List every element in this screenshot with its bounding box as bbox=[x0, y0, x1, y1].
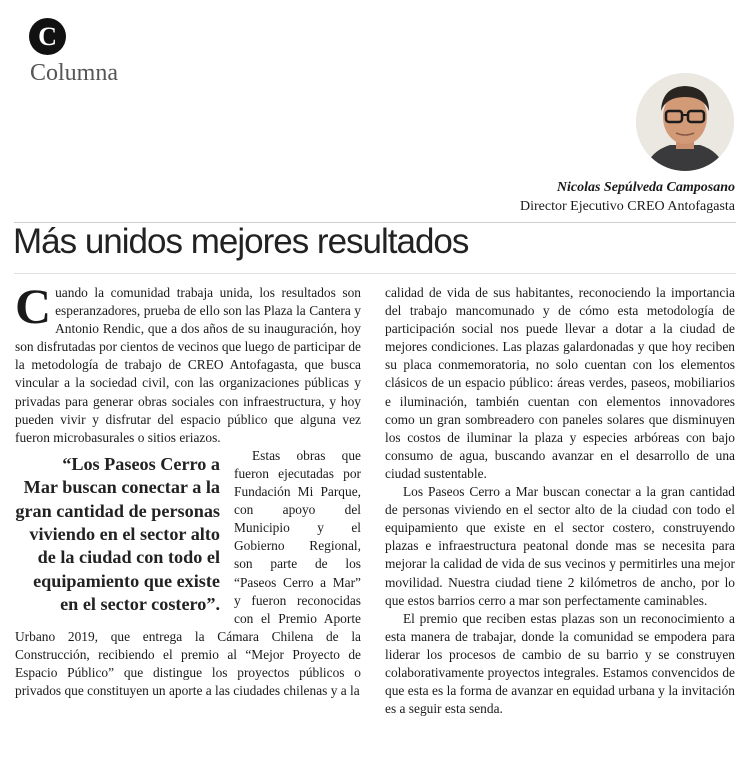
article-paragraph: Los Paseos Cerro a Mar buscan conectar a la gran cantidad de personas viviendo en el sector alto de la ciudad con todo el equipamiento que existe en el sector costero, construyendo plazas e infraestructura peatonal donde mas se necesita para mejorar la calidad de vida de sus vecinos y permitirles una mejor movilidad. Nuestra ciudad tiene 2 kilómetros de ancho, por lo que estos barrios cerro a mar son perfectamente caminables. bbox=[385, 484, 735, 608]
author-byline bbox=[520, 178, 735, 216]
headline: Más unidos mejores resultados bbox=[13, 222, 469, 261]
article-column-left bbox=[15, 278, 361, 700]
author-photo bbox=[636, 73, 734, 171]
article-paragraph: calidad de vida de sus habitantes, reconociendo la importancia del trabajo mancomunado y de cómo esta metodología de participación social nos puede llevar a dotar a la ciudad de mejores condiciones. Las plazas galardonadas y que hoy reciben su placa conmemoratoria, no solo cuentan con los elementos clásicos de un espacio público: áreas verdes, paseos, mobiliarios e iluminación, también cuentan con elementos innovadores como un gran sombreadero con paneles solares que disminuyen los costos de iluminar la plaza y especies arbóreas con bajo consumo de agua, buscando avanzar en el desarrollo de una ciudad sustentable. bbox=[385, 285, 735, 481]
section-label: Columna bbox=[30, 60, 118, 86]
drop-cap: C bbox=[15, 278, 52, 334]
article-column-right bbox=[385, 284, 735, 718]
article-paragraph bbox=[15, 447, 361, 700]
lead-text: uando la comunidad trabaja unida, los resultados son esperanzadores, prueba de ello son las Plaza la Cantera y Antonio Rendic, que a dos años de su inauguración, hoy son disfrutadas por cientos de vecinos que luego de participar de la metodología de trabajo de CREO Antofagasta, que busca vincular a la sociedad civil, con las organizaciones públicas y privadas para generar obras sociales con infraestructura, y hoy pueden vivir y disfrutar del espacio público que alguna vez fueron microbasurales o sitios eriazos. bbox=[15, 285, 361, 445]
author-name: Nicolas Sepúlveda Camposano bbox=[556, 180, 735, 195]
paragraph-text: Estas obras que fueron ejecutadas por Fundación Mi Parque, con apoyo del Municipio y el Gobierno Regional, son parte de los “Paseos Cerro a Mar” y fueron reconocidas con el Premio Aporte Urbano 2019, que entrega la Cámara Chilena de la Construcción, recibiendo el premio al “Mejor Proyecto de Espacio Público” que distingue los proyectos públicos o privados que constituyen un aporte a las ciudades chilenas y a la bbox=[15, 447, 361, 699]
article-paragraph bbox=[15, 278, 361, 447]
author-role: Director Ejecutivo CREO Antofagasta bbox=[520, 199, 735, 214]
column-badge: C bbox=[29, 18, 66, 55]
divider bbox=[14, 273, 736, 274]
pull-quote: “Los Paseos Cerro a Mar buscan conectar a la gran cantidad de personas viviendo en el sector alto de la ciudad con todo el equipamiento que existe en el sector costero”. bbox=[15, 453, 220, 615]
article-paragraph: El premio que reciben estas plazas son un reconocimiento a esta manera de trabajar, donde la comunidad se empodera para liderar los procesos de cambio de su barrio y se construyen colaborativamente proyectos integrales. Estamos convencidos de que esta es la forma de avanzar en equidad urbana y la invitación es a seguir esta senda. bbox=[385, 610, 735, 717]
